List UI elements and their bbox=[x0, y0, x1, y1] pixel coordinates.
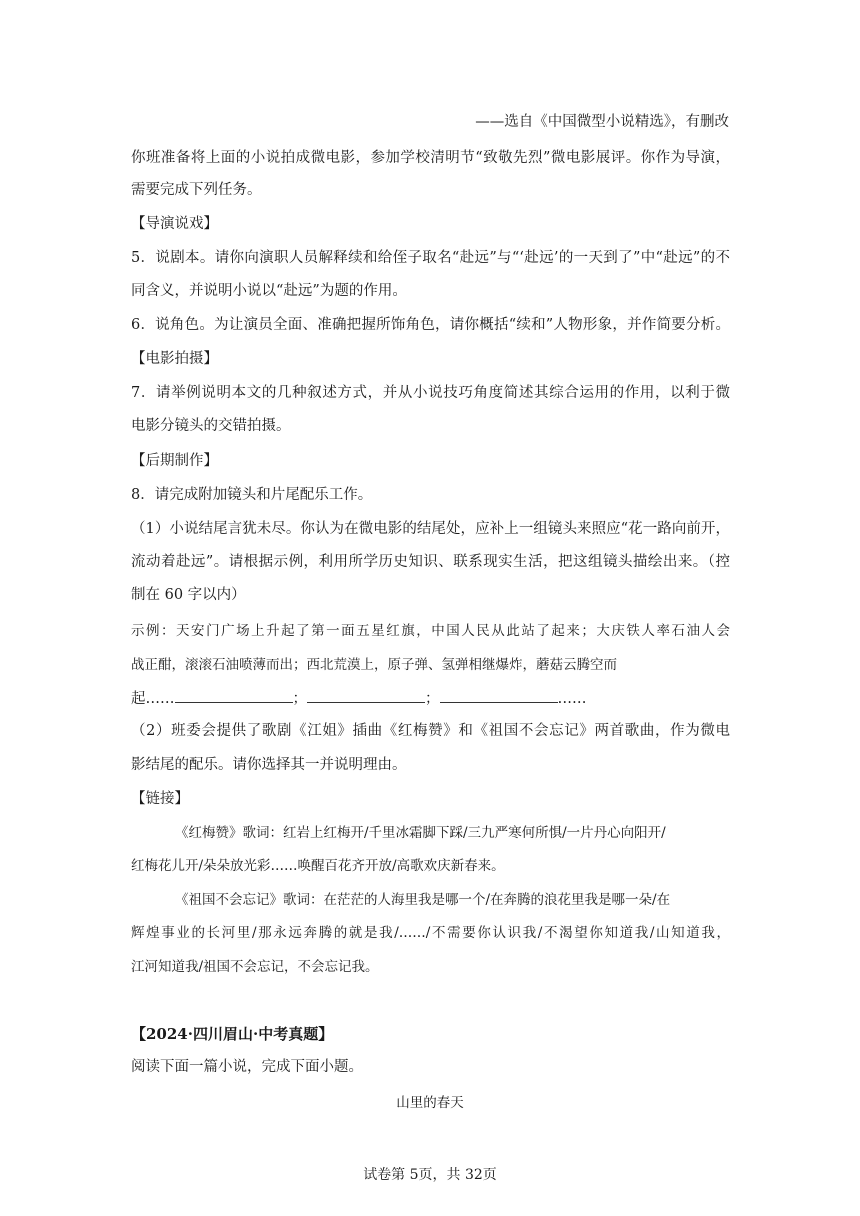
link-zuguo-line-1: 《祖国不会忘记》歌词：在茫茫的人海里我是哪一个/在奔腾的浪花里我是哪一朵/在 bbox=[175, 892, 671, 908]
blank-separator: ； bbox=[292, 691, 307, 707]
question-8-2-line-1: （2）班委会提供了歌剧《江姐》插曲《红梅赞》和《祖国不会忘记》两首歌曲，作为微电 bbox=[131, 723, 730, 739]
link-zuguo-line-3: 江河知道我/祖国不会忘记，不会忘记我。 bbox=[131, 959, 379, 975]
blank-separator: ； bbox=[425, 691, 440, 707]
answer-blank-2[interactable] bbox=[307, 688, 425, 703]
question-8-1-line-1: （1）小说结尾言犹未尽。你认为在微电影的结尾处，应补上一组镜头来照应“花一路向前开， bbox=[131, 521, 730, 537]
answer-blanks-line bbox=[131, 688, 587, 709]
question-6: 6．说角色。为让演员全面、准确把握所饰角色，请你概括“续和”人物形象，并作简要分析。 bbox=[131, 317, 730, 333]
question-8-2-line-2: 影结尾的配乐。请你选择其一并说明理由。 bbox=[131, 757, 407, 773]
section-heading-director: 【导演说戏】 bbox=[131, 216, 218, 232]
story-title: 山里的春天 bbox=[396, 1095, 464, 1111]
link-hongmeizan-line-1: 《红梅赞》歌词：红岩上红梅开/千里冰霜脚下踩/三九严寒何所惧/一片丹心向阳开/ bbox=[175, 825, 666, 841]
section-heading-postproduction: 【后期制作】 bbox=[131, 453, 218, 469]
question-7-line-2: 电影分镜头的交错拍摄。 bbox=[131, 418, 291, 434]
question-5-line-1: 5．说剧本。请你向演职人员解释续和给侄子取名“赴远”与“‘赴远’的一天到了”中“赴远”的不 bbox=[131, 250, 730, 266]
exam-instruction: 阅读下面一篇小说，完成下面小题。 bbox=[131, 1059, 363, 1075]
page-footer: 试卷第 5页，共 32页 bbox=[363, 1167, 497, 1183]
blanks-start: 起…… bbox=[131, 691, 175, 707]
example-line-2: 战正酣，滚滚石油喷薄而出；西北荒漠上，原子弹、氢弹相继爆炸，蘑菇云腾空而 bbox=[131, 657, 617, 673]
link-hongmeizan-line-2: 红梅花儿开/朵朵放光彩……唤醒百花齐开放/高歌欢庆新春来。 bbox=[131, 858, 505, 874]
exam-header: 【2024·四川眉山·中考真题】 bbox=[131, 1025, 334, 1043]
source-line: ——选自《中国微型小说精选》，有删改 bbox=[475, 114, 729, 130]
question-8-1-line-3: 制在 60 字以内） bbox=[131, 587, 246, 603]
question-8-1-line-2: 流动着赴远”。请根据示例，利用所学历史知识、联系现实生活，把这组镜头描绘出来。（控 bbox=[131, 554, 730, 570]
question-5-line-2: 同含义，并说明小说以“赴远”为题的作用。 bbox=[131, 283, 407, 299]
intro-line-1: 你班准备将上面的小说拍成微电影，参加学校清明节“致敬先烈”微电影展评。你作为导演， bbox=[131, 150, 730, 166]
question-7-line-1: 7．请举例说明本文的几种叙述方式，并从小说技巧角度简述其综合运用的作用，以利于微 bbox=[131, 385, 730, 401]
blanks-end: …… bbox=[557, 691, 587, 707]
example-line-1: 示例：天安门广场上升起了第一面五星红旗，中国人民从此站了起来；大庆铁人率石油人会 bbox=[131, 623, 730, 639]
section-heading-link: 【链接】 bbox=[131, 791, 189, 807]
link-zuguo-line-2: 辉煌事业的长河里/那永远奔腾的就是我/……/不需要你认识我/不渴望你知道我/山知道我， bbox=[131, 925, 730, 941]
section-heading-filming: 【电影拍摄】 bbox=[131, 351, 218, 367]
question-8: 8．请完成附加镜头和片尾配乐工作。 bbox=[131, 487, 373, 503]
intro-line-2: 需要完成下列任务。 bbox=[131, 182, 262, 198]
answer-blank-1[interactable] bbox=[175, 688, 293, 703]
answer-blank-3[interactable] bbox=[440, 688, 558, 703]
